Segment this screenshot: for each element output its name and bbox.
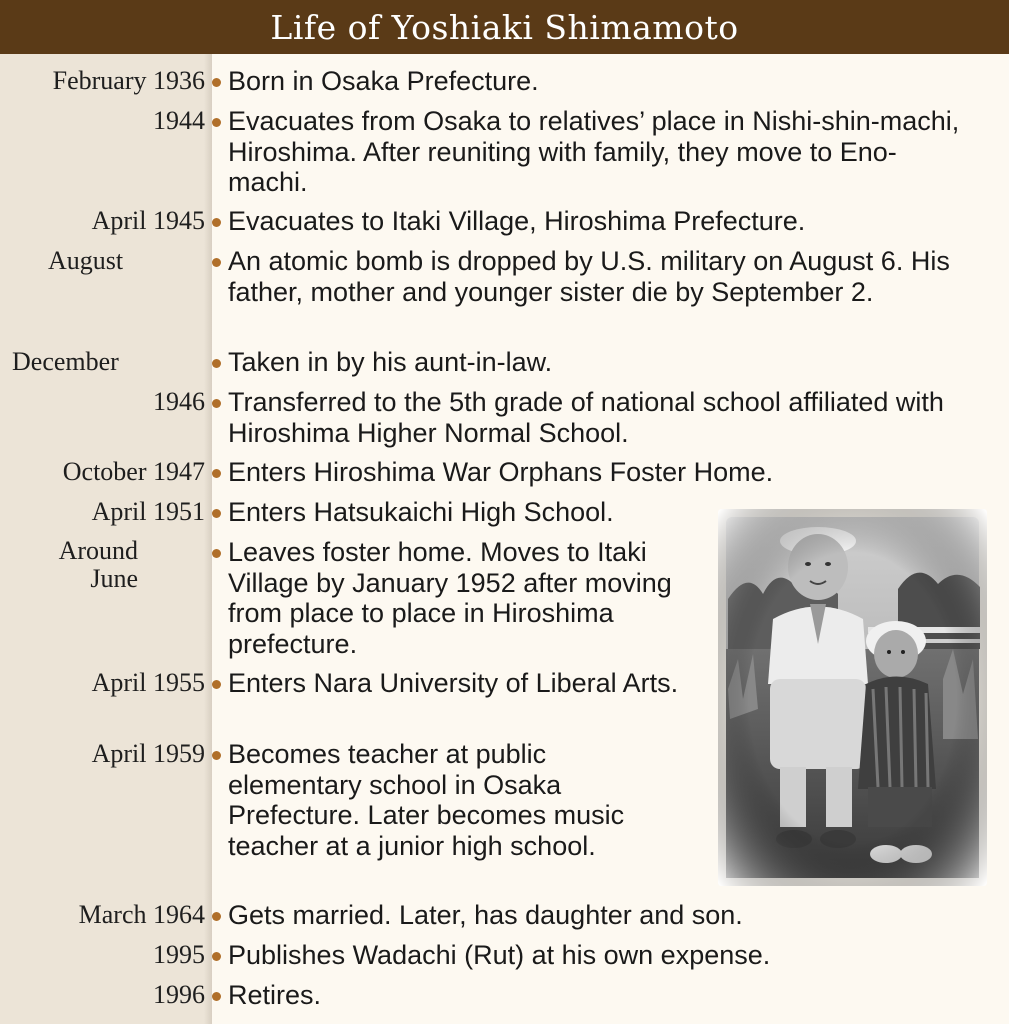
entry-date: March 1964 bbox=[78, 900, 205, 929]
bullet-icon bbox=[212, 359, 221, 368]
entry-text: Leaves foster home. Moves to Itaki Village by January 1952 after moving from place to place in Hiroshima prefecture. bbox=[228, 537, 672, 659]
bullet-icon bbox=[212, 218, 221, 227]
entry-date: 1946 bbox=[153, 387, 205, 416]
entry-text: Evacuates to Itaki Village, Hiroshima Prefecture. bbox=[228, 206, 806, 236]
bullet-icon bbox=[212, 912, 221, 921]
entry-text: An atomic bomb is dropped by U.S. military on August 6. His father, mother and younger sister die by September 2. bbox=[228, 246, 950, 307]
bullet-icon bbox=[212, 258, 221, 267]
entry-date: February 1936 bbox=[52, 66, 205, 95]
vintage-photo-two-children bbox=[718, 509, 987, 886]
entry-date: October 1947 bbox=[62, 457, 205, 486]
bullet-icon bbox=[212, 399, 221, 408]
bullet-icon bbox=[212, 118, 221, 127]
entry-date: Around June bbox=[58, 536, 138, 593]
entry-date: April 1951 bbox=[91, 497, 205, 526]
entry-text: Retires. bbox=[228, 980, 322, 1010]
entry-text: Taken in by his aunt-in-law. bbox=[228, 347, 553, 377]
entry-date: April 1959 bbox=[91, 739, 205, 768]
entry-date: April 1945 bbox=[91, 206, 205, 235]
page-title: Life of Yoshiaki Shimamoto bbox=[270, 7, 739, 47]
entry-text: Becomes teacher at public elementary school in Osaka Prefecture. Later becomes music teacher at a junior high school. bbox=[228, 739, 625, 861]
bullet-icon bbox=[212, 469, 221, 478]
entry-text: Gets married. Later, has daughter and son. bbox=[228, 900, 743, 930]
entry-text: Evacuates from Osaka to relatives’ place in Nishi-shin-machi, Hiroshima. After reuniting with family, they move to Eno-machi. bbox=[228, 106, 960, 197]
bullet-icon bbox=[212, 751, 221, 760]
title-bar bbox=[0, 0, 1009, 54]
bullet-icon bbox=[212, 680, 221, 689]
bullet-icon bbox=[212, 509, 221, 518]
entry-text: Enters Nara University of Liberal Arts. bbox=[228, 668, 679, 698]
date-column-edge bbox=[204, 54, 212, 1024]
entry-text: Publishes Wadachi (Rut) at his own expense. bbox=[228, 940, 771, 970]
entry-text: Born in Osaka Prefecture. bbox=[228, 66, 539, 96]
entry-date: April 1955 bbox=[91, 668, 205, 697]
bullet-icon bbox=[212, 992, 221, 1001]
bullet-icon bbox=[212, 78, 221, 87]
bullet-icon bbox=[212, 952, 221, 961]
photo bbox=[718, 509, 987, 886]
entry-date: 1996 bbox=[153, 980, 205, 1009]
entry-text: Transferred to the 5th grade of national school affiliated with Hiroshima Higher Normal School. bbox=[228, 387, 944, 448]
bullet-icon bbox=[212, 549, 221, 558]
entry-date: 1995 bbox=[153, 940, 205, 969]
entry-date: 1944 bbox=[153, 106, 205, 135]
entry-text: Enters Hatsukaichi High School. bbox=[228, 497, 614, 527]
entry-text: Enters Hiroshima War Orphans Foster Home. bbox=[228, 457, 774, 487]
entry-date: December bbox=[12, 347, 119, 376]
entry-date: August bbox=[48, 246, 124, 275]
